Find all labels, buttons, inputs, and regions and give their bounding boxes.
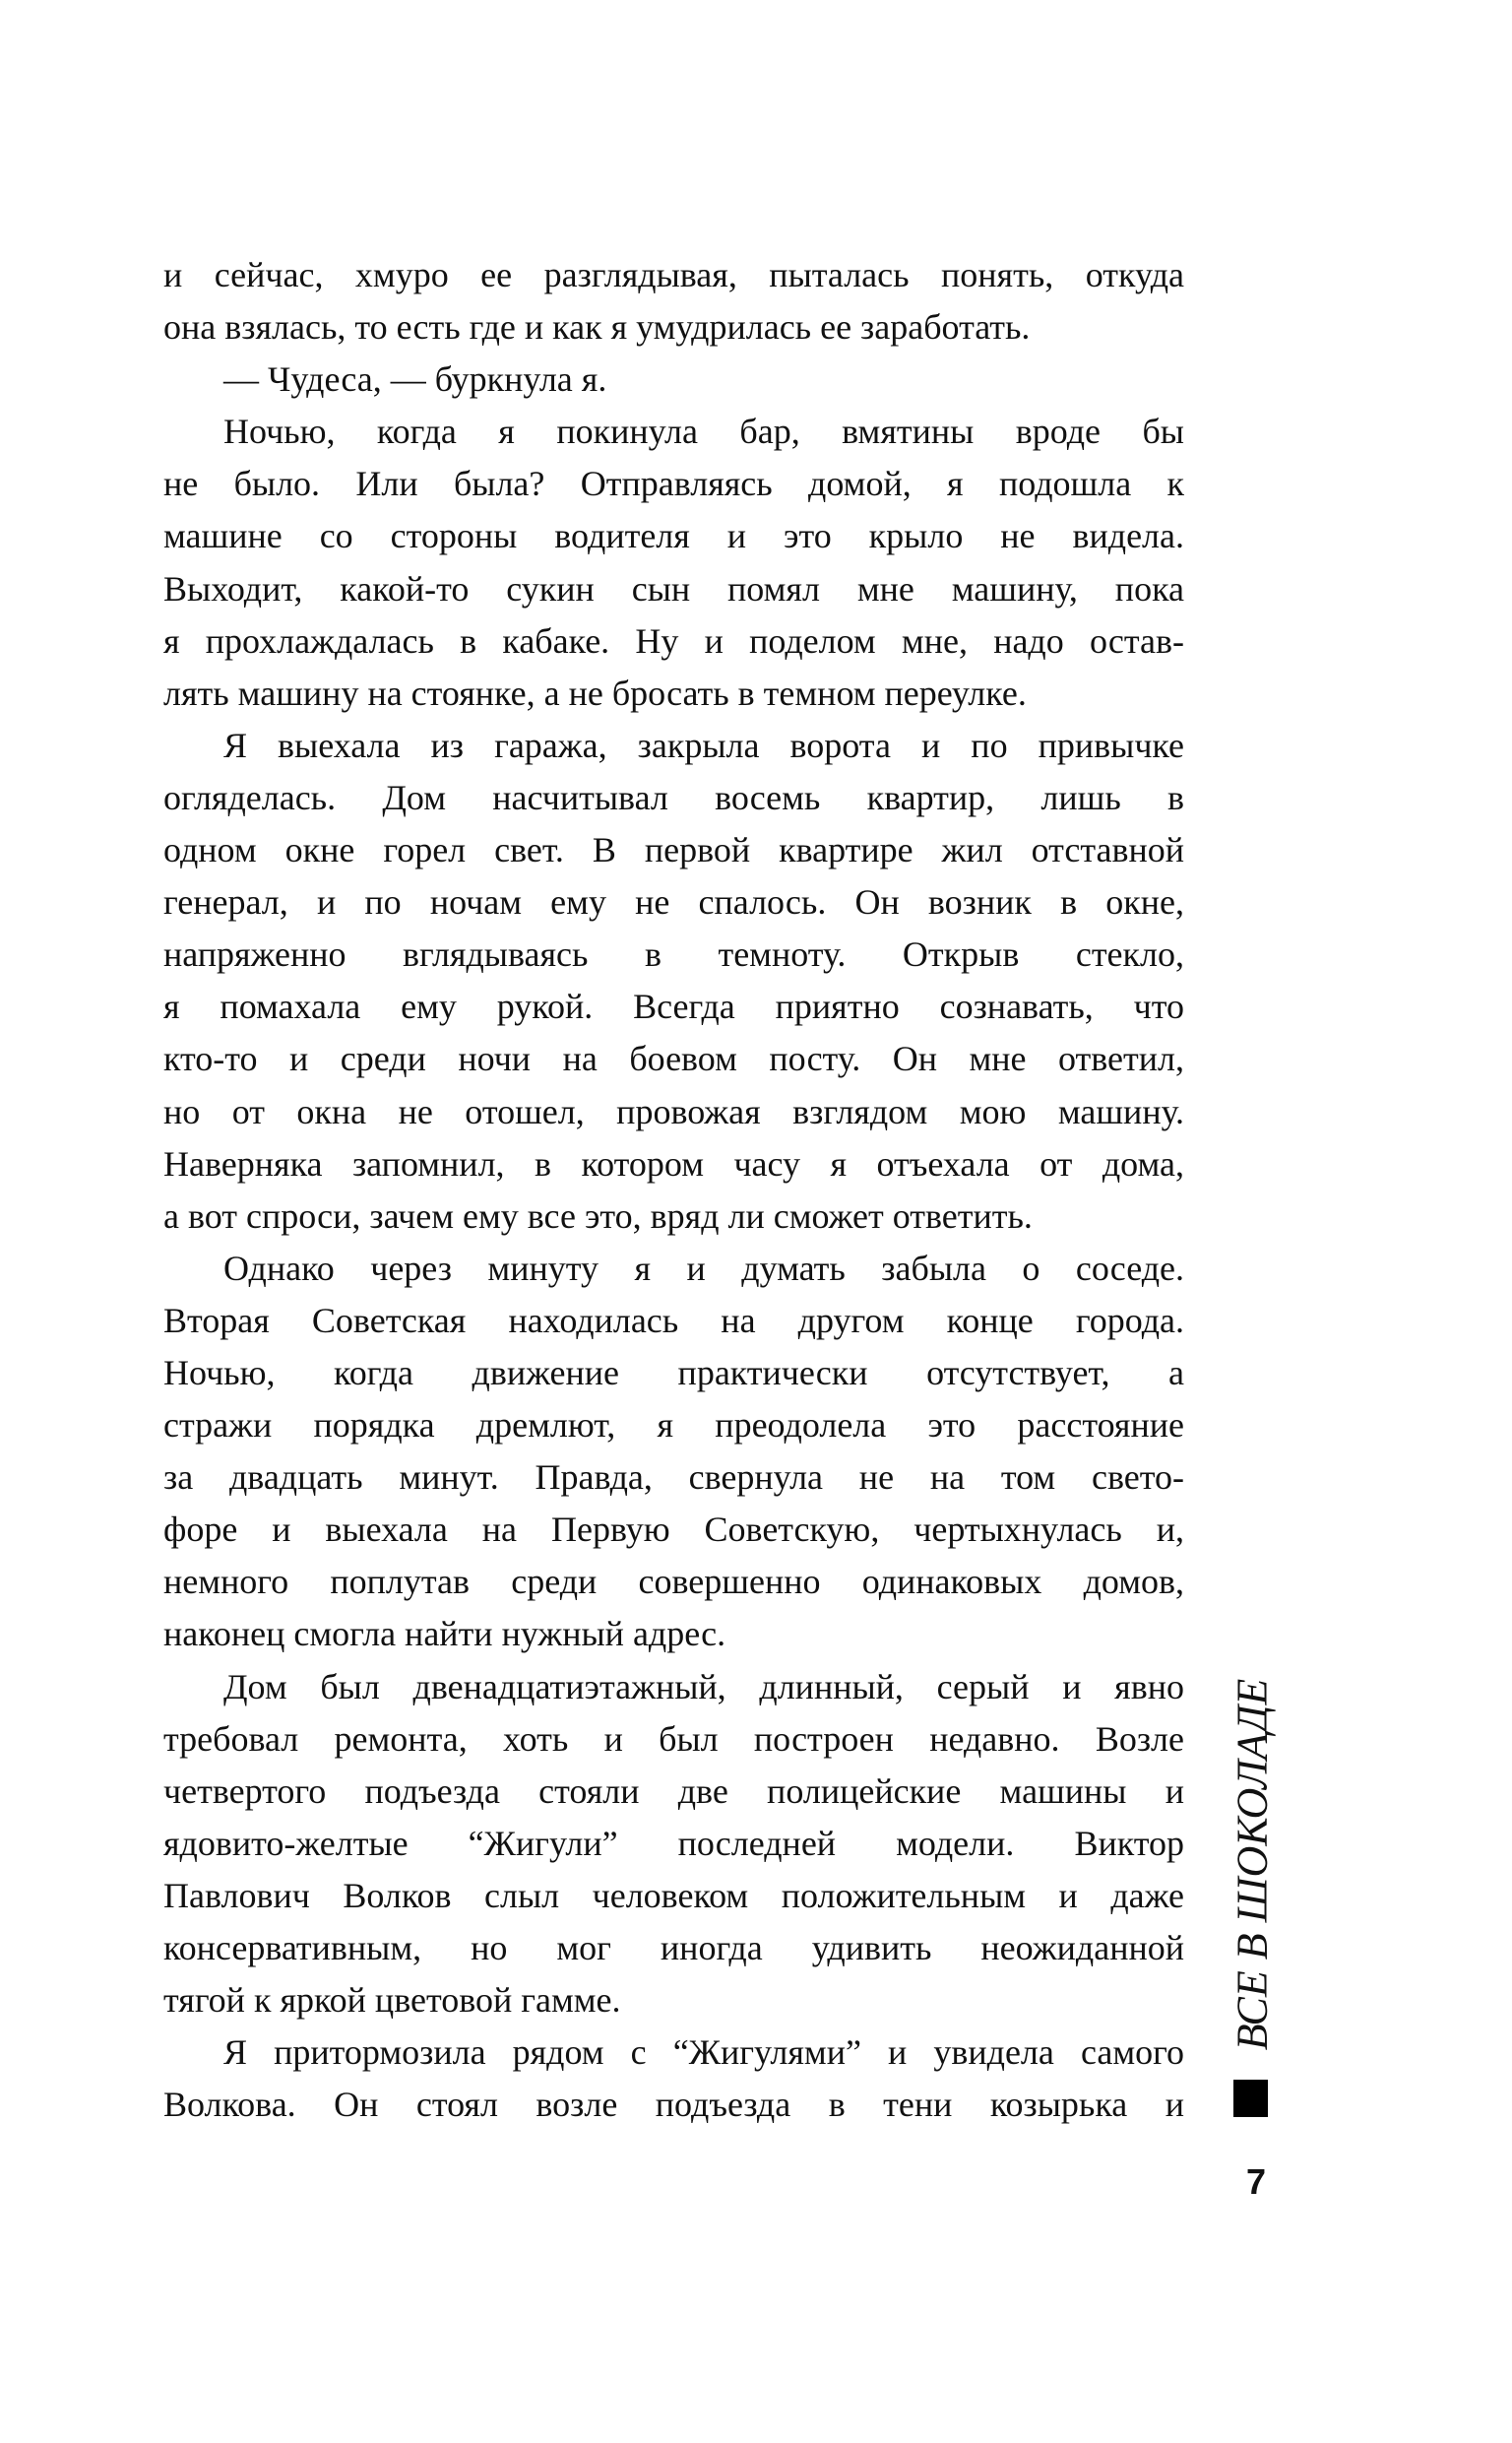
text-line: тягой к яркой цветовой гамме. xyxy=(163,1980,621,2021)
text-line: но от окна не отошел, провожая взглядом мою машину. xyxy=(163,1091,1184,1131)
paragraph xyxy=(163,406,1184,720)
text-line: консервативным, но мог иногда удивить неожиданной xyxy=(163,1928,1184,1967)
text-line: наконец смогла найти нужный адрес. xyxy=(163,1614,726,1654)
text-line: Я притормозила рядом с “Жигулями” и увидела самого xyxy=(223,2032,1184,2073)
section-marker-square xyxy=(1233,2080,1268,2117)
text-line: Павлович Волков слыл человеком положительным и даже xyxy=(163,1875,1184,1915)
text-line: стражи порядка дремлют, я преодолела это расстояние xyxy=(163,1405,1184,1446)
text-line: я помахала ему рукой. Всегда приятно сознавать, что xyxy=(163,987,1184,1027)
text-line: и сейчас, хмуро ее разглядывая, пыталась понять, откуда xyxy=(163,255,1184,294)
text-line: а вот спроси, зачем ему все это, вряд ли сможет ответить. xyxy=(163,1195,1033,1236)
text-line: Дом был двенадцатиэтажный, длинный, серый и явно xyxy=(223,1666,1184,1706)
text-line: лять машину на стоянке, а не бросать в темном переулке. xyxy=(163,673,1027,713)
text-line: напряженно вглядываясь в темноту. Открыв стекло, xyxy=(163,934,1184,975)
text-line: одном окне горел свет. В первой квартире жил отставной xyxy=(163,830,1184,870)
text-line: немного поплутав среди совершенно одинаковых домов, xyxy=(163,1562,1184,1602)
running-title xyxy=(1228,1678,1277,2050)
text-line: Волкова. Он стоял возле подъезда в тени козырька и xyxy=(163,2085,1184,2125)
text-line: ядовито-желтые “Жигули” последней модели. Виктор xyxy=(163,1823,1184,1863)
text-line: кто-то и среди ночи на боевом посту. Он мне ответил, xyxy=(163,1039,1184,1079)
paragraph xyxy=(163,2026,1184,2131)
text-line: четвертого подъезда стояли две полицейские машины и xyxy=(163,1770,1184,1811)
text-line: не было. Или была? Отправляясь домой, я подошла к xyxy=(163,464,1184,504)
text-line: Ночью, когда движение практически отсутствует, а xyxy=(163,1352,1184,1392)
running-title-text: ВСЕ В ШОКОЛАДЕ xyxy=(1228,1678,1277,2050)
body-text xyxy=(163,249,1184,2131)
paragraph xyxy=(163,1243,1184,1661)
page-number: 7 xyxy=(1245,2161,1267,2202)
text-line: форе и выехала на Первую Советскую, чертыхнулась и, xyxy=(163,1510,1184,1550)
text-line: Вторая Советская находилась на другом конце города. xyxy=(163,1300,1184,1340)
paragraph xyxy=(163,1661,1184,2027)
text-line: я прохлаждалась в кабаке. Ну и поделом мне, надо остав- xyxy=(163,620,1184,661)
text-line: требовал ремонта, хоть и был построен недавно. Возле xyxy=(163,1718,1184,1759)
text-line: Наверняка запомнил, в котором часу я отъехала от дома, xyxy=(163,1143,1184,1184)
text-line: генерал, и по ночам ему не спалось. Он возник в окне, xyxy=(163,882,1184,923)
text-line: — Чудеса, — буркнула я. xyxy=(223,359,607,400)
text-line: машине со стороны водителя и это крыло не видела. xyxy=(163,516,1184,556)
paragraph xyxy=(163,249,1184,354)
text-line: огляделась. Дом насчитывал восемь квартир, лишь в xyxy=(163,777,1184,817)
text-line: она взялась, то есть где и как я умудрилась ее заработать. xyxy=(163,307,1031,348)
paragraph xyxy=(163,354,1184,406)
text-line: за двадцать минут. Правда, свернула не на том свето- xyxy=(163,1457,1184,1498)
text-line: Выходит, какой-то сукин сын помял мне машину, пока xyxy=(163,568,1184,609)
paragraph xyxy=(163,720,1184,1243)
text-line: Ночью, когда я покинула бар, вмятины вроде бы xyxy=(223,412,1184,452)
text-line: Я выехала из гаража, закрыла ворота и по привычке xyxy=(223,725,1184,765)
text-line: Однако через минуту я и думать забыла о соседе. xyxy=(223,1248,1184,1288)
